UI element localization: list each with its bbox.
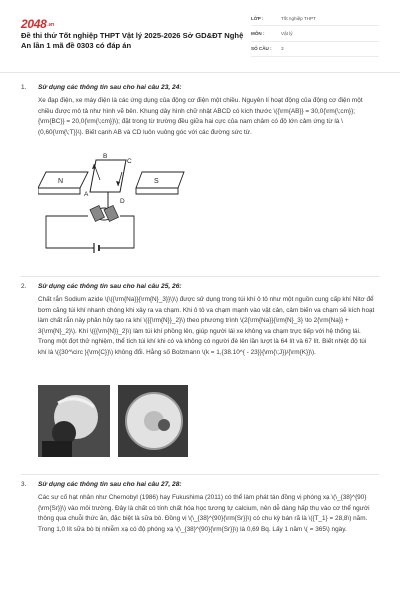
info-row-class [251,11,379,26]
question-heading: Sử dụng các thông tin sau cho hai câu 23, 24: [38,84,182,91]
question-separator [21,276,379,277]
info-label: LỚP : [251,15,264,21]
info-row-subject [251,26,379,41]
question-number: 1. [21,84,27,91]
label-a: A [84,191,89,198]
question-body: Các sự cố hạt nhân như Chernobyl (1986) hay Fukushima (2011) có thể làm phát tán đồng vị phóng xạ \(\_{38}^{90}{\rm{Sr}}\) vào môi trường. Đây là chất có tính chất hóa học tương tự calcium, nên dễ dàng hấp thụ vào cơ thể người thông qua chuỗi thức ăn, đặc biệt là sữa bò. Đồng vị \(\_{38}^{90}{\rm{Sr}}\) có chu kỳ bán rã là \({T_1} = 28,8\) năm. Trong 1,0 lít sữa bò bị nhiễm xạ có độ phóng xạ \(\_{38}^{90}{\rm{Sr}}\) là 0,69 Bq. Lấy 1 năm \( = 365\) ngày. [38,494,370,533]
question-heading: Sử dụng các thông tin sau cho hai câu 27, 28: [38,481,182,488]
question-body: Chất rắn Sodium azide \(\({\rm{Na}}{\rm{N}_3}}\)\) được sử dụng trong túi khí ô tô như một nguồn cung cấp khí Nitơ để bơm căng túi khí nhanh chóng khi xảy ra va chạm. Khi ô tô va chạm mạnh vào vật cản, cảm biến va chạm sẽ kích hoạt làm chất rắn này phân hủy tạo ra khí \({{\rm{N}}_2}\) theo phương trình \(2{\rm{Na}}{\rm{N}_3} \to 2{\rm{Na}} + 3{\rm{N}_2}\). Khí \({{\rm{N}}_2}\) làm túi khí phồng lên, giúp người lái xe không va chạm trực tiếp với hệ thống lái. Trong một đợt thử nghiệm, thể tích túi khí khi có và không có người đè lên lần lượt là 64 lít và 67 lít. Biết nhiệt độ túi khí là \({30^\circ }{\rm{C}}\) không đổi. Hằng số Bolzmann \(k = 1,{38.10^{ - 23}}{\rm{\;J}}/{\rm{K}}\). [38,296,375,356]
page-title: Đề thi thử Tốt nghiệp THPT Vật lý 2025-2026 Sở GD&ĐT Nghệ An lần 1 mã đề 0303 có đáp án [21,31,244,51]
info-value: Tốt nghiệp THPT [281,15,316,21]
logo-text: 2048 [21,17,47,31]
n-pole-label: N [58,178,64,185]
info-row-count [251,42,379,57]
airbag-photo-right [118,385,188,457]
question-number: 2. [21,283,27,290]
s-magnet-shape [136,172,184,188]
label-b: B [103,153,108,160]
info-value: 3 [281,46,284,52]
airbag-photo-left [38,385,110,457]
page-header [0,0,400,72]
logo-suffix: .vn [47,21,54,28]
circuit-wire-left [46,216,94,248]
motor-diagram [38,152,188,257]
exam-info-panel [251,11,379,57]
site-logo[interactable] [21,17,54,31]
question-body: Xe đạp điện, xe máy điện là các ứng dụng của động cơ điện một chiều. Nguyên lí hoạt động của động cơ điện một chiều được mô tả như hình vẽ bên. Khung dây hình chữ nhật ABCD có kích thước \({\rm{AB}} = 30,0{\rm{\;cm}};{\rm{BC}} = 20,0{\rm{\;cm}}\); đặt trong từ trường đều giữa hai cực của nam châm có độ lớn cảm ứng từ là \(0,60{\rm{\;T}}\). Biết cạnh AB và CD luôn vuông góc với các đường sức từ. [38,97,363,136]
label-c: C [127,158,132,165]
info-value: Vật lý [281,31,293,37]
header-divider [0,72,400,73]
s-pole-label: S [154,178,159,185]
question-heading: Sử dụng các thông tin sau cho hai câu 25, 26: [38,283,182,290]
info-label: MÔN : [251,31,265,37]
info-label: SỐ CÂU : [251,46,272,52]
question-number: 3. [21,481,27,488]
label-d: D [120,198,125,205]
circuit-wire-right [100,216,134,248]
question-separator [21,474,379,475]
